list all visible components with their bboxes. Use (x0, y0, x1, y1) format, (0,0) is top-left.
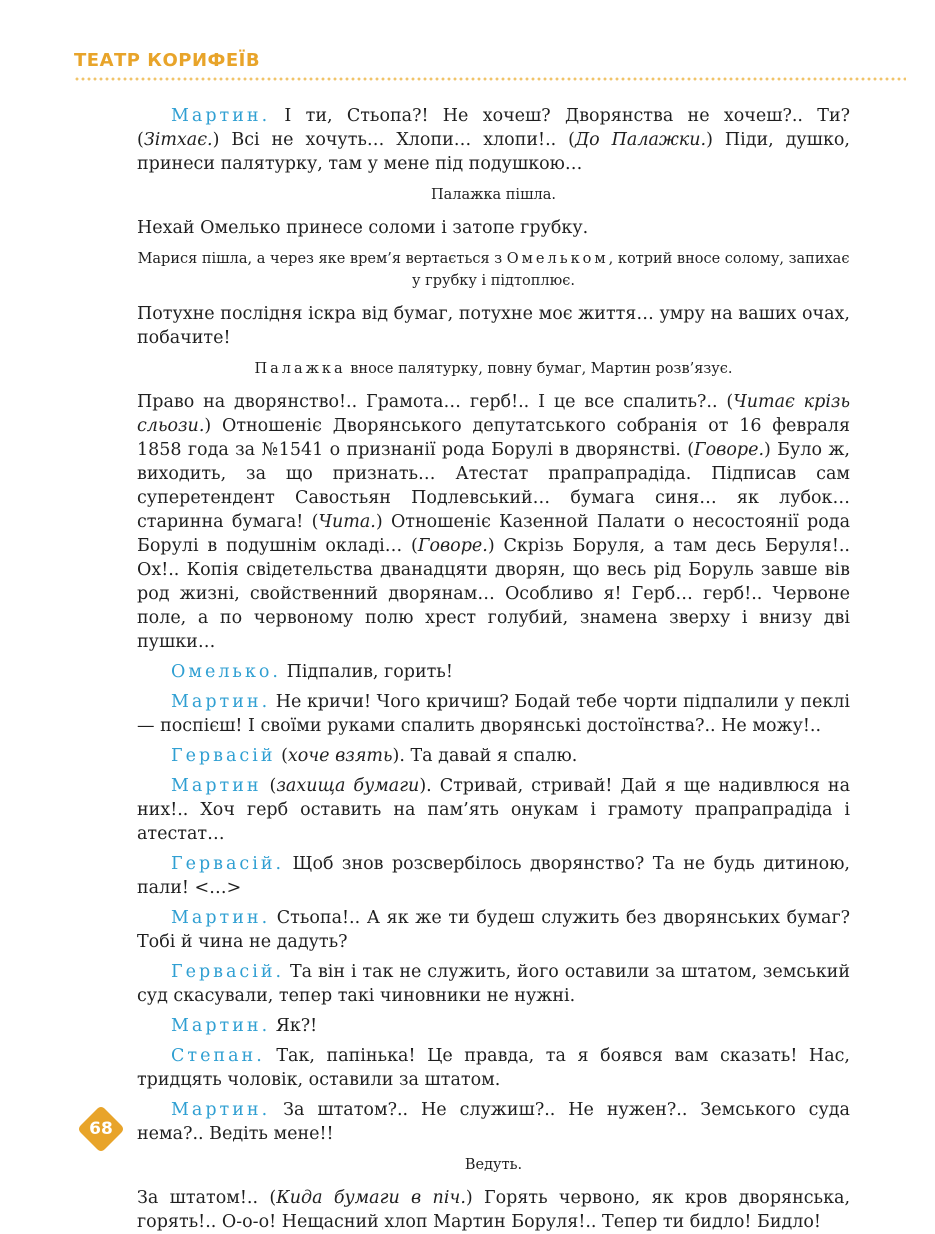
paragraph (137, 960, 850, 1008)
stage-direction: Зітхає. (143, 130, 213, 150)
paragraph (137, 906, 850, 954)
text: Марися пішла, а через яке врем’я вертається з (137, 251, 507, 267)
speaker-name: Мартин. (171, 908, 271, 928)
speaker-name: Мартин. (171, 106, 271, 126)
text: За штатом!.. ( (137, 1188, 277, 1208)
text: Не кричи! Чого кричиш? Бодай тебе чорти підпалили у пеклі — поспієш! І своїми руками спалить дворянські достоїнства?.. Не можу!.. (137, 692, 850, 736)
text: ) Горять червоно, як кров дворянська, горять!.. О-о-о! Нещасний хлоп Мартин Боруля!.. Тепер ти бидло! Бидло! (137, 1188, 851, 1232)
paragraph (137, 1186, 850, 1234)
text: ) Було ж, виходить, за що признать… Атестат прапрапрадіда. Підписав сам суперетендент Савостьян Подлевський… бумага синя… як лубок… старинна бумага! ( (137, 440, 850, 532)
play-text (137, 104, 850, 1234)
paragraph (137, 1098, 850, 1146)
text: ) Отношеніє Дворянського депутатського собранія от 16 февраля 1858 года за №1541 о признанії рода Борулі в дворянстві. ( (137, 416, 850, 460)
header-dotted-rule (74, 77, 906, 81)
text: За штатом?.. Не служиш?.. Не нужен?.. Земського суда нема?.. Ведіть мене!! (137, 1100, 850, 1144)
paragraph (137, 1044, 850, 1092)
text: Стьопа!.. А як же ти будеш служить без дворянських бумаг? Тобі й чина не дадуть? (137, 908, 850, 952)
paragraph (137, 852, 850, 900)
stage-remark (137, 358, 850, 380)
paragraph (137, 690, 850, 738)
speaker-name: Омелько. (171, 662, 281, 682)
text: Та він і так не служить, його оставили за штатом, земський суд скасували, тепер такі чиновники не нужні. (137, 962, 850, 1006)
stage-direction: Кида бумаги в піч. (276, 1188, 466, 1208)
spaced-name: Омельком (506, 251, 609, 267)
text: ) Піди, душко, принеси палятурку, там у мене під подушкою… (137, 130, 850, 174)
paragraph: Гервасій (хоче взять). Та давай я спалю. (171, 746, 578, 766)
text: І ти, Стьопа?! Не хочеш? Дворянства не хочеш?.. Ти? ( (137, 106, 850, 150)
text: , котрий вносе солому, запихає у грубку і підтоплює. (412, 251, 850, 289)
paragraph (137, 1014, 850, 1038)
paragraph (137, 660, 850, 684)
paragraph: Нехай Омелько принесе соломи і затопе грубку. (137, 218, 589, 238)
stage-remark: Палажка пішла. (430, 187, 557, 203)
speaker-name: Гервасій. (171, 962, 285, 982)
stage-direction: Говоре. (417, 536, 488, 556)
stage-direction: До Палажки. (574, 130, 707, 150)
speaker-name: Мартин (171, 776, 262, 796)
paragraph (137, 104, 850, 176)
page-number-badge (78, 1106, 124, 1152)
speaker-name: Мартин. (171, 1016, 271, 1036)
text: Як?! (270, 1016, 318, 1036)
stage-direction: Чита. (318, 512, 376, 532)
speaker-name: Степан. (171, 1046, 265, 1066)
paragraph: Потухне послідня іскра від бумаг, потухне моє життя… умру на ваших очах, побачите! (137, 304, 850, 348)
text: Так, папінька! Це правда, та я боявся вам сказать! Нас, тридцять чоловік, оставили за штатом. (137, 1046, 850, 1090)
paragraph (137, 390, 850, 654)
stage-direction: хоче взять (287, 746, 393, 766)
stage-direction: Читає крізь сльози. (137, 392, 850, 436)
speaker-name: Гервасій. (171, 854, 285, 874)
text: ) Скрізь Боруля, а там десь Беруля!.. Ох!.. Копія свідетельства дванадцяти дворян, що весь рід Боруль завше вів род жизні, свойственний дворянам… Особливо я! Герб… герб!.. Червоне поле, а по червоному полю хрест голубий, знамена зверху і внизу дві пушки… (137, 536, 850, 652)
paragraph: Мартин (захища бумаги). Стривай, стривай! Дай я ще надивлюся на них!.. Хоч герб оставить на пам’ять онукам і грамоту прапрапрадіда і атестат… (137, 776, 850, 844)
text: ). Та давай я спалю. (392, 746, 578, 766)
running-header: ТЕАТР КОРИФЕЇВ (74, 50, 261, 71)
spaced-name: Палажка (254, 361, 346, 377)
speaker-name: Мартин. (171, 692, 271, 712)
text: ). Стривай, стривай! Дай я ще надивлюся на них!.. Хоч герб оставить на пам’ять онукам і грамоту прапрапрадіда і атестат… (137, 776, 850, 844)
stage-remark: Ведуть. (464, 1157, 523, 1173)
text: ) Отношеніє Казенной Палати о несостоянії рода Борулі в подушнім окладі… ( (137, 512, 851, 556)
text: Право на дворянство!.. Грамота… герб!.. І це все спалить?.. ( (137, 392, 734, 412)
speaker-name: Гервасій (171, 746, 276, 766)
text: Підпалив, горить! (281, 662, 453, 682)
speaker-name: Мартин. (171, 1100, 271, 1120)
stage-remark (137, 248, 850, 292)
stage-direction: захища бумаги (276, 776, 420, 796)
text: Щоб знов розсвербілось дворянство? Та не будь дитиною, пали! <…> (137, 854, 850, 898)
text: вносе палятурку, повну бумаг, Мартин розв’язує. (345, 361, 733, 377)
text: ) Всі не хочуть… Хлопи… хлопи!.. ( (212, 130, 575, 150)
page-number: 68 (89, 1119, 113, 1139)
stage-direction: Говоре. (694, 440, 765, 460)
